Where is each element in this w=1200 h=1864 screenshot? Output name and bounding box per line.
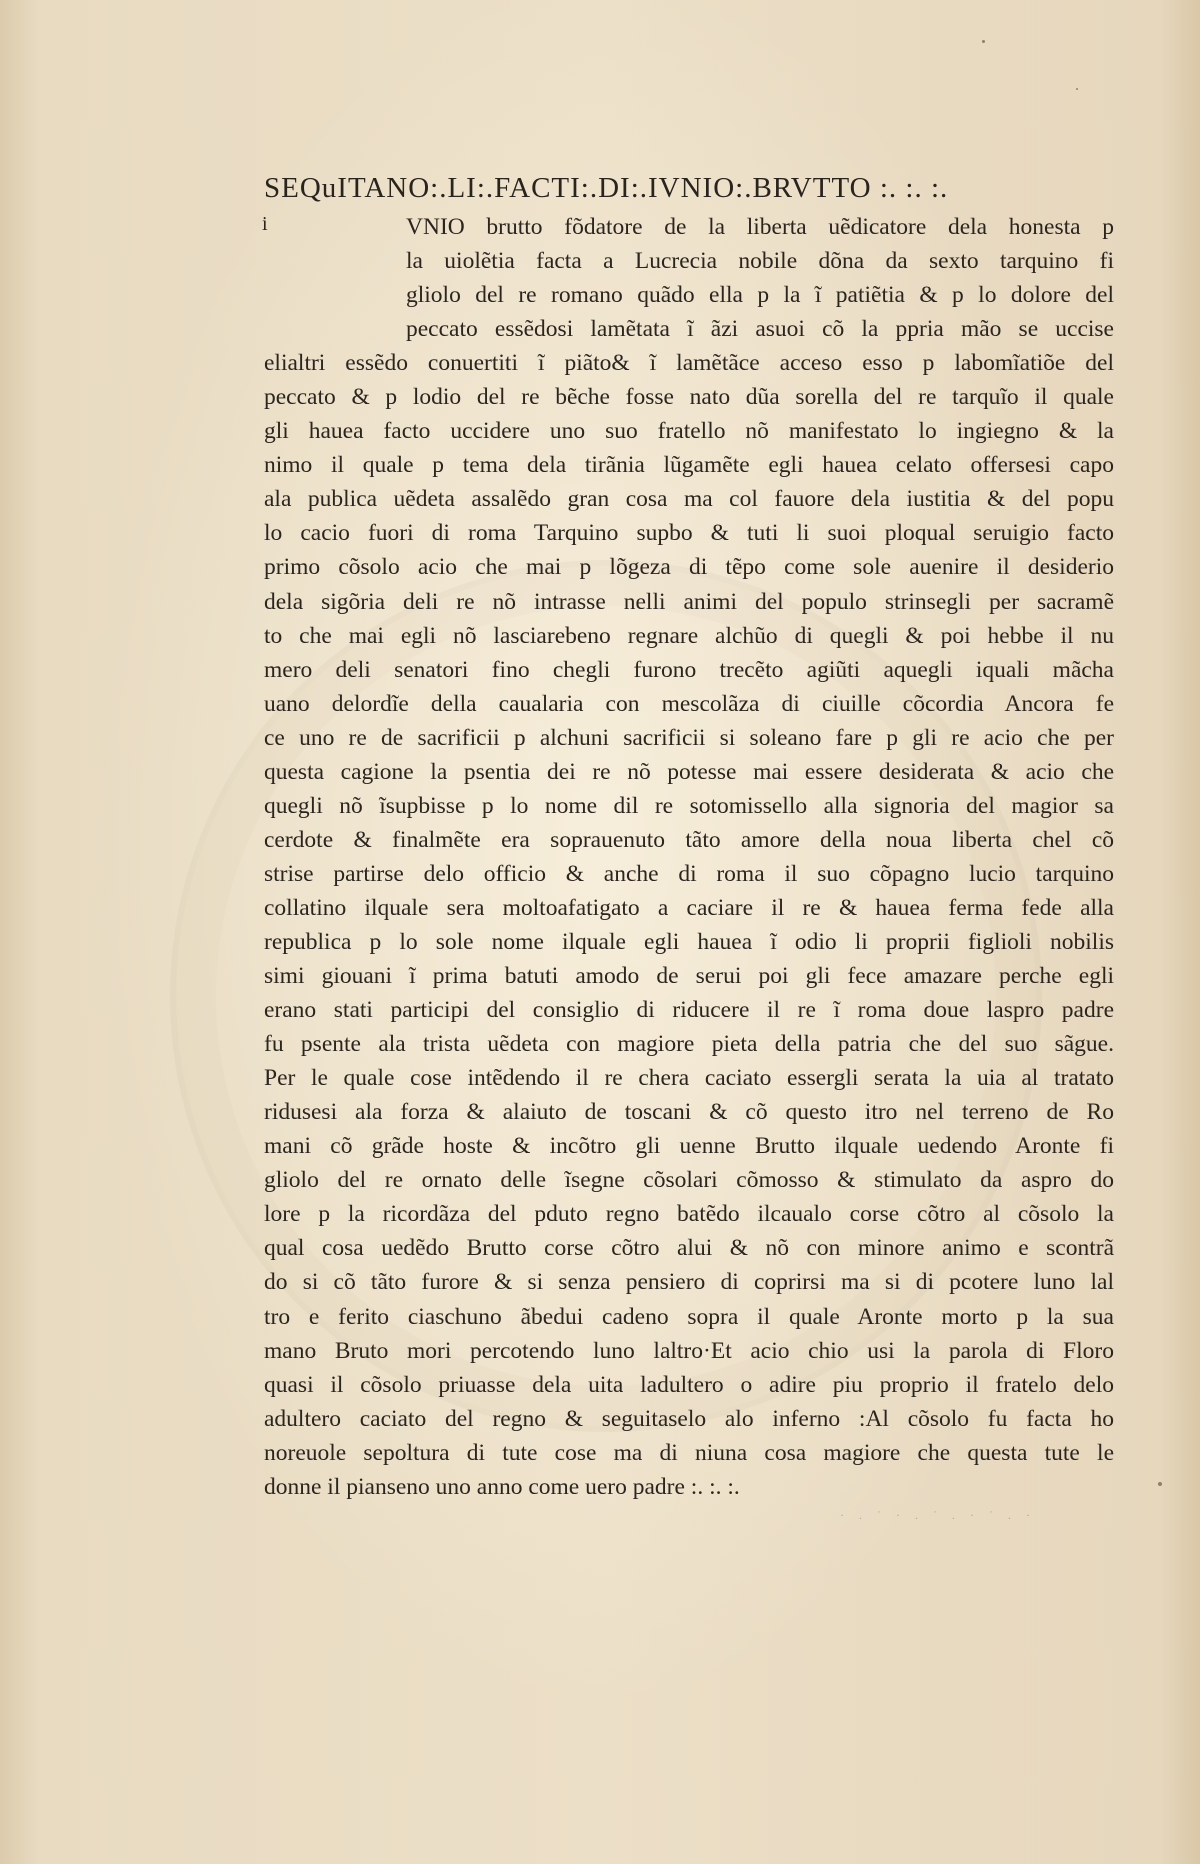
text-line: lore p la ricordãza del pduto regno batẽdo ilcaualo corse cõtro al cõsolo la <box>264 1201 1114 1228</box>
text-line: peccato essẽdosi lamẽtata ĩ ãzi asuoi cõ la ppria mão se uccise <box>406 316 1114 343</box>
text-line: lo cacio fuori di roma Tarquino supbo & tuti li suoi ploqual seruigio facto <box>264 520 1114 547</box>
guide-letter: i <box>262 213 268 235</box>
text-line: gliolo del re ornato delle ĩsegne cõsolari cõmosso & stimulato da aspro do <box>264 1167 1114 1194</box>
text-line: fu psente ala trista uẽdeta con magiore pieta della patria che del suo sãgue. <box>264 1031 1114 1058</box>
text-line: cerdote & finalmẽte era soprauenuto tãto amore della noua liberta chel cõ <box>264 826 1114 853</box>
text-line: collatino ilquale sera moltoafatigato a caciare il re & hauea ferma fede alla <box>264 894 1114 921</box>
text-line: strise partirse delo officio & anche di roma il suo cõpagno lucio tarquino <box>264 860 1114 887</box>
text-line: peccato & p lodio del re bẽche fosse nato dũa sorella del re tarquĩo il quale <box>264 384 1114 411</box>
text-line: to che mai egli nõ lasciarebeno regnare alchũo di quegli & poi hebbe il nu <box>264 622 1114 649</box>
text-line: primo cõsolo acio che mai p lõgeza di tẽpo come sole auenire il desiderio <box>264 554 1114 581</box>
text-block <box>264 170 1114 1504</box>
text-line: quegli nõ ĩsupbisse p lo nome dil re sotomissello alla signoria del magior sa <box>264 792 1114 819</box>
text-line: nimo il quale p tema dela tirãnia lũgamẽte egli hauea celato offersesi capo <box>264 452 1114 479</box>
text-line: erano stati participi del consiglio di riducere il re ĩ roma doue laspro padre <box>264 997 1114 1024</box>
faint-offset-trace: · . ˙ · . ˙ . · ˙ . · <box>840 1508 1036 1522</box>
text-line: questa cagione la psentia dei re nõ potesse mai essere desiderata & acio che <box>264 758 1114 785</box>
text-line: mano Bruto mori percotendo luno laltro·Et acio chio usi la parola di Floro <box>264 1337 1114 1364</box>
ink-speck <box>1076 88 1078 90</box>
text-line: tro e ferito ciaschuno ãbedui cadeno sopra il quale Aronte morto p la sua <box>264 1303 1114 1330</box>
text-line: ce uno re de sacrificii p alchuni sacrificii si soleano fare p gli re acio che per <box>264 724 1114 751</box>
text-line: republica p lo sole nome ilquale egli hauea ĩ odio li proprii figlioli nobilis <box>264 928 1114 955</box>
text-line: mero deli senatori fino chegli furono trecẽto agiũti aquegli iquali mãcha <box>264 656 1114 683</box>
ink-speck <box>1158 1482 1162 1486</box>
text-line: adultero caciato del regno & seguitaselo alo inferno :Al cõsolo fu facta ho <box>264 1405 1114 1432</box>
text-line: ala publica uẽdeta assalẽdo gran cosa ma col fauore dela iustitia & del popu <box>264 486 1114 513</box>
text-line: gli hauea facto uccidere uno suo fratello nõ manifestato lo ingiegno & la <box>264 418 1114 445</box>
text-line: gliolo del re romano quãdo ella p la ĩ patiẽtia & p lo dolore del <box>406 282 1114 309</box>
text-line: simi giouani ĩ prima batuti amodo de serui poi gli fece amazare perche egli <box>264 963 1114 990</box>
paragraph <box>264 210 1114 1504</box>
text-line: ridusesi ala forza & alaiuto de toscani & cõ questo itro nel terreno de Ro <box>264 1099 1114 1126</box>
text-line: uano delordĩe della caualaria con mescolãza di ciuille cõcordia Ancora fe <box>264 690 1114 717</box>
text-line: quasi il cõsolo priuasse dela uita ladultero o adire piu proprio il fratelo delo <box>264 1371 1114 1398</box>
text-line: do si cõ tãto furore & si senza pensiero di coprirsi ma si di pcotere luno lal <box>264 1269 1114 1296</box>
text-line: qual cosa uedẽdo Brutto corse cõtro alui & nõ con minore animo e scontrã <box>264 1235 1114 1262</box>
text-line: Per le quale cose intẽdendo il re chera caciato essergli serata la uia al tratato <box>264 1065 1114 1092</box>
text-line: noreuole sepoltura di tute cose ma di niuna cosa magiore che questa tute le <box>264 1439 1114 1466</box>
text-line: la uiolẽtia facta a Lucrecia nobile dõna da sexto tarquino fi <box>406 248 1114 275</box>
section-heading: SEQuITANO:.LI:.FACTI:.DI:.IVNIO:.BRVTTO :. :. :. <box>264 172 949 204</box>
text-line: mani cõ grãde hoste & incõtro gli uenne Brutto ilquale uedendo Aronte fi <box>264 1133 1114 1160</box>
ink-speck <box>982 40 985 43</box>
text-line: VNIO brutto fõdatore de la liberta uẽdicatore dela honesta p <box>406 214 1114 240</box>
text-line: elialtri essẽdo conuertiti ĩ piãto& ĩ lamẽtãce acceso esso p labomĩatiõe del <box>264 350 1114 377</box>
text-line: dela sigõria deli re nõ intrasse nelli animi del populo strinsegli per sacramẽ <box>264 588 1114 615</box>
text-line: donne il pianseno uno anno come uero padre :. :. :. <box>264 1473 740 1500</box>
